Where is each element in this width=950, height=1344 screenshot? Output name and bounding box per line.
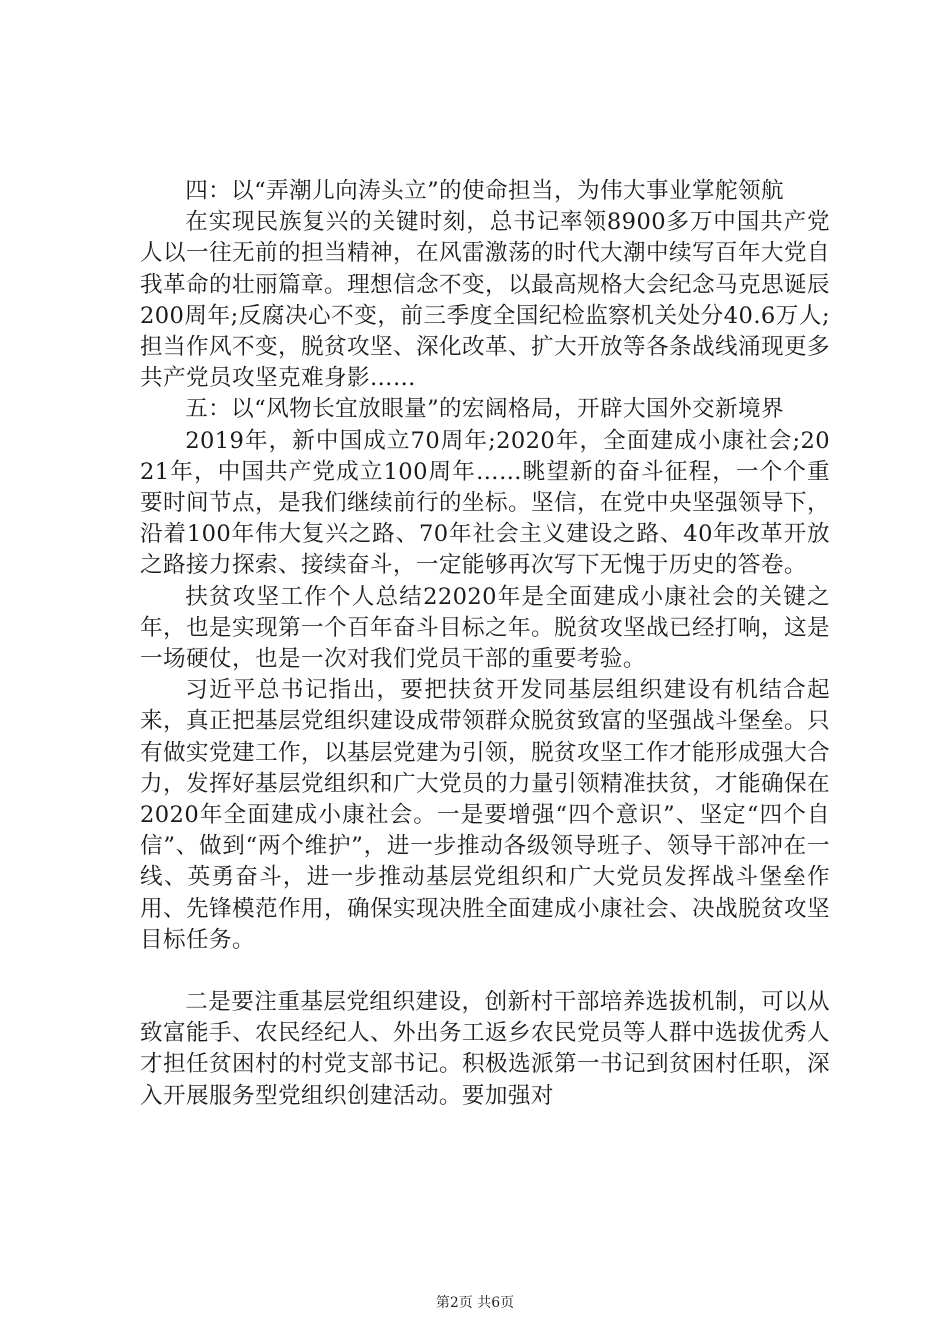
section-heading-four: 四：以“弄潮儿向涛头立”的使命担当，为伟大事业掌舵领航 [185, 178, 784, 204]
paragraph: 扶贫攻坚工作个人总结22020年是全面建成小康社会的关键之年，也是实现第一个百年奋斗目标之年。脱贫攻坚战已经打响，这是一场硬仗，也是一次对我们党员干部的重要考验。 [140, 583, 830, 673]
page-footer: 第2页 共6页 [435, 1295, 515, 1311]
paragraph: 在实现民族复兴的关键时刻，总书记率领8900多万中国共产党人以一往无前的担当精神，在风雷激荡的时代大潮中续写百年大党自我革命的壮丽篇章。理想信念不变，以最高规格大会纪念马克思诞辰200周年;反腐决心不变，前三季度全国纪检监察机关处分40.6万人;担当作风不变，脱贫攻坚、深化改革、扩大开放等各条战线涌现更多共产党员攻坚克难身影…… [140, 209, 830, 392]
paragraph: 二是要注重基层党组织建设，创新村干部培养选拔机制，可以从致富能手、农民经纪人、外出务工返乡农民党员等人群中选拔优秀人才担任贫困村的村党支部书记。积极选派第一书记到贫困村任职，深入开展服务型党组织创建活动。要加强对 [140, 989, 830, 1109]
section-heading-five: 五：以“风物长宜放眼量”的宏阔格局，开辟大国外交新境界 [185, 396, 784, 423]
paragraph: 2019年，新中国成立70周年;2020年，全面建成小康社会;2021年，中国共产党成立100周年……眺望新的奋斗征程，一个个重要时间节点，是我们继续前行的坐标。坚信，在党中央坚强领导下，沿着100年伟大复兴之路、70年社会主义建设之路、40年改革开放之路接力探索、接续奋斗，一定能够再次写下无愧于历史的答卷。 [140, 427, 830, 579]
document-body [140, 176, 830, 1112]
paragraph: 习近平总书记指出，要把扶贫开发同基层组织建设有机结合起来，真正把基层党组织建设成带领群众脱贫致富的坚强战斗堡垒。只有做实党建工作，以基层党建为引领，脱贫攻坚工作才能形成强大合力，发挥好基层党组织和广大党员的力量引领精准扶贫，才能确保在2020年全面建成小康社会。一是要增强“四个意识”、坚定“四个自信”、做到“两个维护”，进一步推动各级领导班子、领导干部冲在一线、英勇奋斗，进一步推动基层党组织和广大党员发挥战斗堡垒作用、先锋模范作用，确保实现决胜全面建成小康社会、决战脱贫攻坚目标任务。 [140, 677, 830, 953]
